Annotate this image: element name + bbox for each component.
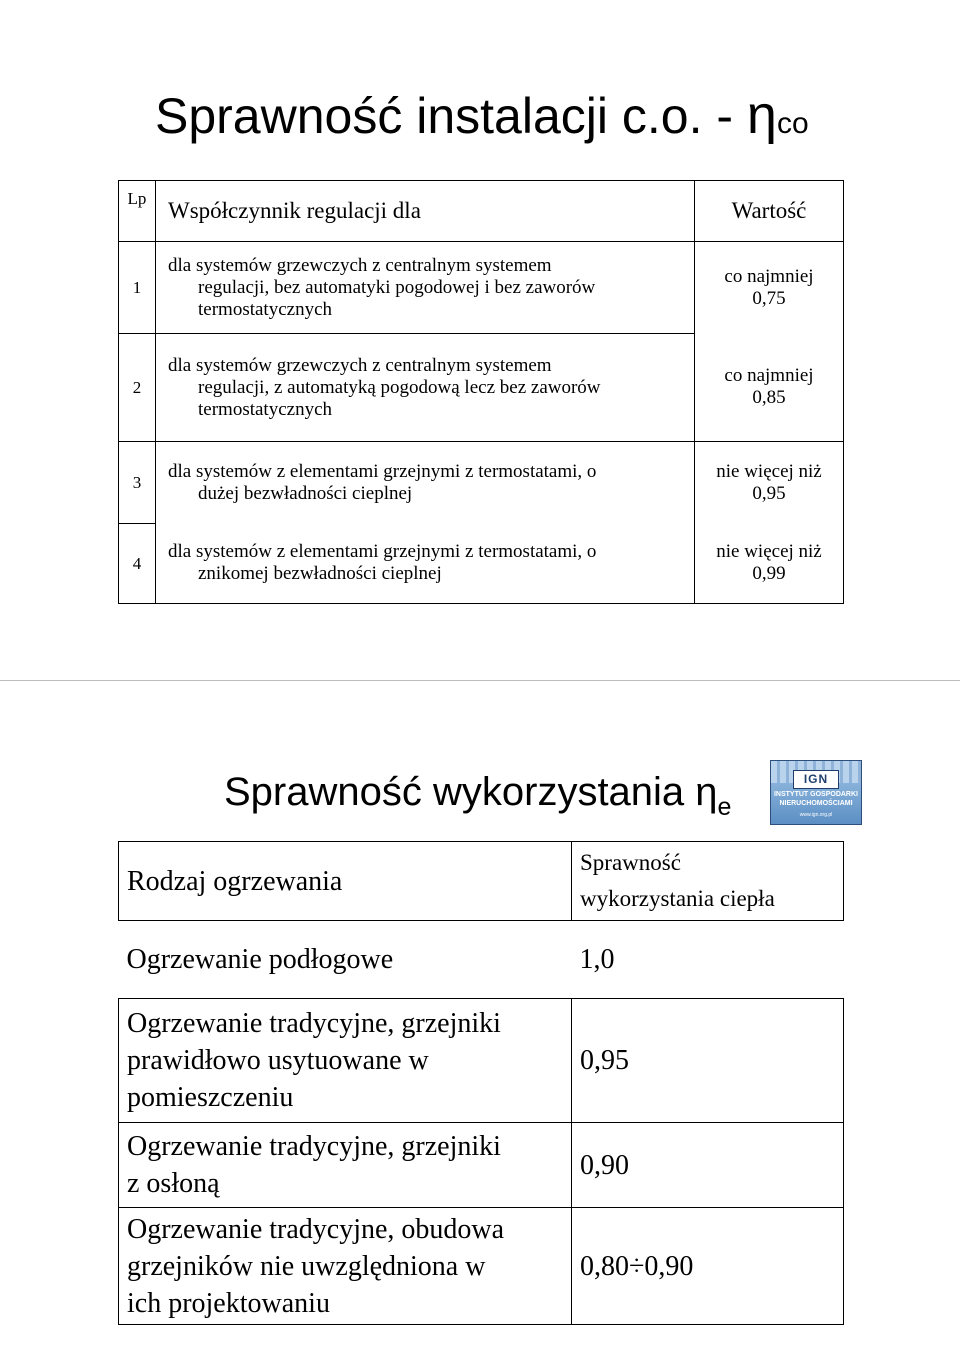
row-line: dla systemów grzewczych z centralnym systemem [168, 354, 552, 376]
title-subscript: co [776, 107, 809, 140]
value-number: 0,95 [752, 482, 786, 504]
type-line: Ogrzewanie tradycyjne, grzejniki [127, 1008, 501, 1039]
eta-symbol: η [746, 85, 777, 145]
table-row [119, 242, 844, 334]
row-lp: 4 [119, 524, 156, 604]
value-qualifier: nie więcej niż [716, 460, 822, 482]
table-row [119, 442, 844, 524]
slide1-title [155, 84, 809, 146]
ign-logo [770, 760, 862, 825]
regulation-coefficient-table [118, 180, 844, 604]
logo-url: www.ign.org.pl [799, 812, 833, 818]
row-line: dużej bezwładności cieplnej [198, 482, 413, 504]
type-line: Ogrzewanie podłogowe [126, 944, 394, 975]
efficiency-value: 0,80÷0,90 [572, 1208, 844, 1325]
row-line: dla systemów z elementami grzejnymi z termostatami, o [168, 460, 597, 482]
heating-type [119, 1123, 572, 1208]
table-row [119, 334, 844, 442]
table-row [119, 1208, 844, 1325]
table-row [119, 1123, 844, 1208]
row-line: dla systemów z elementami grzejnymi z termostatami, o [168, 541, 597, 563]
table-row [119, 524, 844, 604]
logo-line1: INSTYTUT GOSPODARKI [773, 791, 858, 798]
type-line: z osłoną [127, 1168, 220, 1199]
title-subscript: e [717, 793, 732, 821]
value-qualifier: co najmniej [724, 265, 814, 287]
row-line: termostatycznych [198, 398, 333, 420]
row-line: termostatycznych [198, 298, 333, 320]
row-value [695, 524, 844, 604]
value-number: 0,85 [752, 387, 786, 409]
type-line: pomieszczeniu [127, 1082, 294, 1113]
row-lp: 1 [119, 242, 156, 334]
row-line: regulacji, bez automatyki pogodowej i bez zaworów [198, 276, 596, 298]
row-description [156, 524, 695, 604]
row-description [156, 442, 695, 524]
slide2-title [224, 770, 732, 821]
row-line: regulacji, z automatyką pogodową lecz bez zaworów [198, 376, 601, 398]
efficiency-value: 1,0 [572, 921, 844, 999]
type-line: prawidłowo usytuowane w [127, 1045, 429, 1076]
type-line: ich projektowaniu [127, 1287, 330, 1319]
row-description [156, 334, 695, 442]
efficiency-value: 0,95 [572, 999, 844, 1123]
value-qualifier: co najmniej [724, 365, 814, 387]
logo-line2: NIERUCHOMOŚCIAMI [779, 800, 853, 807]
eta-symbol: η [695, 770, 718, 814]
header-coefficient: Współczynnik regulacji dla [156, 181, 695, 242]
value-number: 0,75 [752, 287, 786, 309]
table-row [119, 921, 844, 999]
value-number: 0,99 [752, 563, 786, 585]
header-lp: Lp [119, 181, 156, 242]
header-efficiency-line: wykorzystania ciepła [580, 886, 775, 911]
type-line: grzejników nie uwzględniona w [127, 1250, 486, 1282]
table-row [119, 999, 844, 1123]
header-value: Wartość [695, 181, 844, 242]
efficiency-value: 0,90 [572, 1123, 844, 1208]
row-value [695, 242, 844, 334]
header-efficiency [572, 842, 844, 921]
slide1-title-text: Sprawność instalacji c.o. - [155, 88, 747, 144]
row-value [695, 442, 844, 524]
table-header-row [119, 842, 844, 921]
table-header-row [119, 181, 844, 242]
heating-type [119, 1208, 572, 1325]
type-line: Ogrzewanie tradycyjne, grzejniki [127, 1131, 501, 1162]
slide2-title-text: Sprawność wykorzystania [224, 770, 696, 814]
value-qualifier: nie więcej niż [716, 541, 822, 563]
logo-acronym: IGN [793, 770, 839, 789]
heating-efficiency-table [118, 841, 844, 1325]
row-line: dla systemów grzewczych z centralnym systemem [168, 254, 552, 276]
row-description [156, 242, 695, 334]
slide-regulation-efficiency [0, 0, 960, 681]
row-value [695, 334, 844, 442]
heating-type [119, 999, 572, 1123]
header-heating-type: Rodzaj ogrzewania [119, 842, 572, 921]
heating-type [119, 921, 572, 999]
row-lp: 3 [119, 442, 156, 524]
row-lp: 2 [119, 334, 156, 442]
type-line: Ogrzewanie tradycyjne, obudowa [127, 1213, 505, 1245]
header-efficiency-line: Sprawność [580, 850, 681, 875]
row-line: znikomej bezwładności cieplnej [198, 563, 442, 585]
